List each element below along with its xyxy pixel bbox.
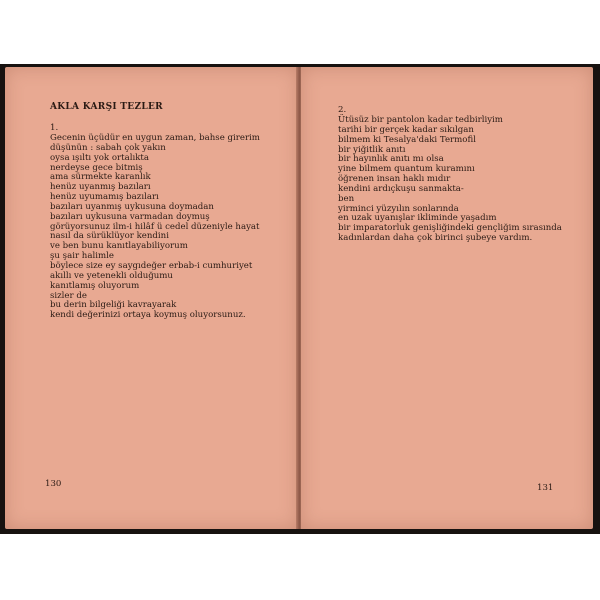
- poem-body: [338, 116, 562, 244]
- poem-line: bir hayınlık anıtı mı olsa: [338, 154, 444, 165]
- open-book: [0, 64, 600, 534]
- poem-line: ama sürmekte karanlık: [50, 172, 151, 183]
- right-page: [301, 67, 593, 529]
- poem-line: düşünün : sabah çok yakın: [50, 142, 166, 153]
- poem-line: bir imparatorluk genişliğindeki gençliğim sırasında: [338, 223, 562, 234]
- poem-line: Gecenin üçüdür en uygun zaman, bahse girerim: [50, 133, 260, 143]
- poem-line: nasıl da sürüklüyor kendini: [50, 231, 169, 242]
- poem-line: ve ben bunu kanıtlayabiliyorum: [50, 241, 188, 252]
- page-title: AKLA KARŞI TEZLER: [50, 102, 163, 112]
- poem-line: bu derin bilgeliği kavrayarak: [50, 300, 177, 311]
- poem-line: akıllı ve yetenekli olduğumu: [50, 270, 173, 281]
- poem-line: bazıları uyanmış uykusuna doymadan: [50, 201, 214, 212]
- poem-line: Ütüsüz bir pantolon kadar tedbirliyim: [338, 115, 503, 125]
- poem-line: kendi değerinizi ortaya koymuş oluyorsunuz.: [50, 310, 246, 321]
- poem-line: yine bilmem quantum kuramını: [338, 164, 475, 175]
- poem-line: kendini ardıçkuşu sanmakta-: [338, 183, 464, 194]
- poem-line: en uzak uyanışlar ikliminde yaşadım: [338, 213, 497, 224]
- poem-line: bir yiğitlik anıtı: [338, 144, 406, 155]
- poem-line: kadınlardan daha çok birinci şubeye vardım.: [338, 233, 533, 244]
- poem-line: bilmem ki Tesalya'daki Termofil: [338, 134, 476, 145]
- poem-line: böylece size ey saygıdeğer erbab-i cumhuriyet: [50, 260, 253, 271]
- poem-line: görüyorsunuz ilm-i hilâf ü cedel düzeniyle hayat: [50, 221, 260, 232]
- poem-line: bazıları uykusuna varmadan doymuş: [50, 211, 210, 222]
- page-number: 131: [537, 483, 554, 493]
- poem-line: ben: [338, 193, 355, 204]
- section-number: 1.: [50, 123, 59, 133]
- poem-line: oysa ışıltı yok ortalıkta: [50, 152, 149, 163]
- poem-line: kanıtlamış oluyorum: [50, 280, 140, 291]
- poem-line: henüz uyanmış bazıları: [50, 182, 151, 193]
- poem-line: tarihi bir gerçek kadar sıkılgan: [338, 124, 474, 135]
- page-number: 130: [45, 479, 62, 489]
- poem-line: nerdeyse gece bitmiş: [50, 162, 143, 173]
- poem-line: öğrenen insan haklı mıdır: [338, 174, 451, 185]
- poem-line: henüz uyumamış bazıları: [50, 192, 159, 203]
- poem-line: yirminci yüzyılın sonlarında: [338, 203, 459, 214]
- left-page: [5, 67, 298, 529]
- poem-line: sizler de: [50, 290, 87, 301]
- section-number: 2.: [338, 105, 347, 115]
- poem-body: [50, 134, 260, 321]
- poem-line: şu şair halimle: [50, 251, 114, 262]
